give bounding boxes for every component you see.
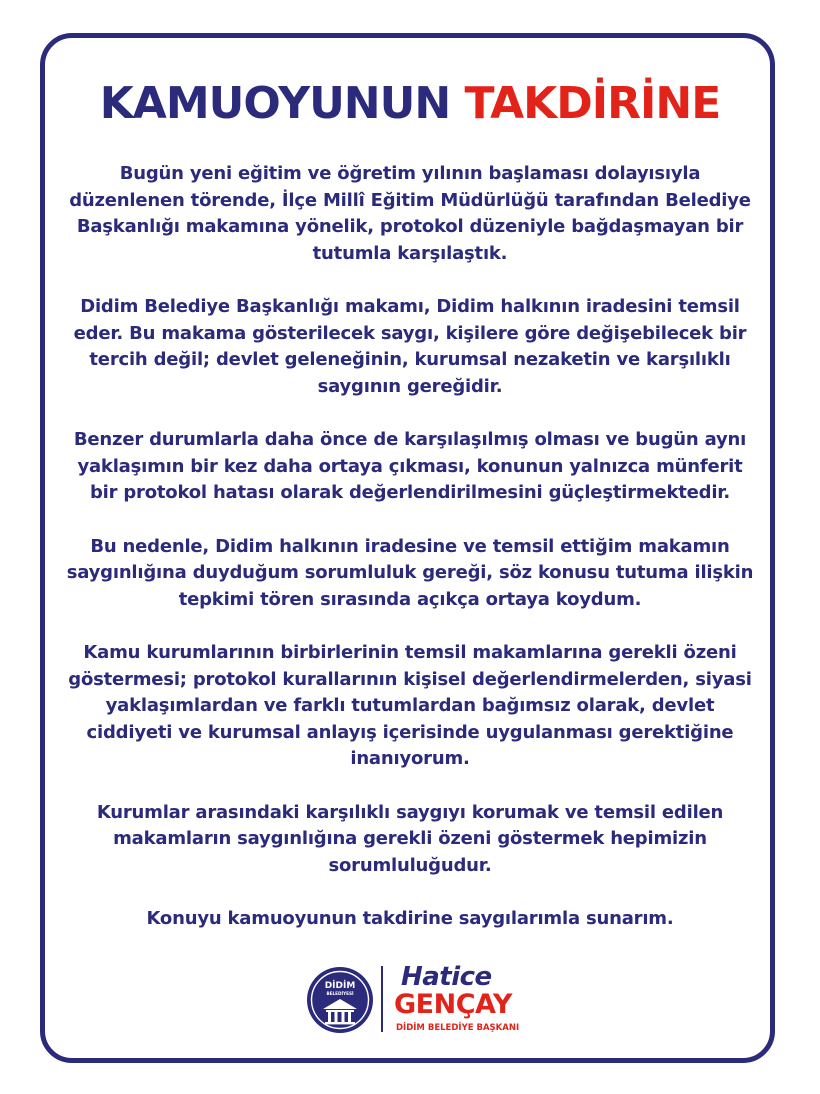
- page-title: [0, 78, 820, 130]
- seal-text-bottom: BELEDİYESİ: [326, 991, 354, 996]
- paragraph-2: Didim Belediye Başkanlığı makamı, Didim halkının iradesini temsil eder. Bu makama gösterilecek saygı, kişilere göre değişebilecek bir tercih değil; devlet geleneğinin, kurumsal nezaketin ve karşılıklı saygının gereğidir.: [73, 296, 747, 397]
- signature-block: [305, 962, 545, 1042]
- signer-last-name: GENÇAY: [394, 989, 512, 1020]
- seal-text-top: DİDİM: [324, 981, 356, 991]
- title-part-red: TAKDİRİNE: [464, 78, 721, 129]
- statement-body: [62, 161, 758, 960]
- paragraph-7: Konuyu kamuoyunun takdirine saygılarımla sunarım.: [146, 908, 674, 929]
- paragraph-3: Benzer durumlarla daha önce de karşılaşılmış olması ve bugün aynı yaklaşımın bir kez daha ortaya çıkması, konunun yalnızca münferit bir protokol hatası olarak değerlendirilmesini güçleştirmektedir.: [73, 429, 747, 503]
- paragraph-1: Bugün yeni eğitim ve öğretim yılının başlaması dolayısıyla düzenlenen törende, İlçe Millî Eğitim Müdürlüğü tarafından Belediye Başkanlığı makamına yönelik, protokol düzeniyle bağdaşmayan bir tutumla karşılaştık.: [69, 163, 751, 264]
- paragraph-4: Bu nedenle, Didim halkının iradesine ve temsil ettiğim makamın saygınlığına duyduğum sorumluluk gereği, söz konusu tutuma ilişkin tepkimi tören sırasında açıkça ortaya koydum.: [66, 535, 754, 610]
- title-part-navy: KAMUOYUNUN: [99, 78, 451, 129]
- paragraph-5: Kamu kurumlarının birbirlerinin temsil makamlarına gerekli özeni göstermesi; protokol kurallarının kişisel değerlendirmelerden, siyasi yaklaşımlardan ve farklı tutumlardan bağımsız olarak, devlet ciddiyeti ve kurumsal anlayış içerisinde uygulanması gerektiğine inanıyorum.: [68, 642, 752, 769]
- municipality-seal-icon: [305, 965, 375, 1035]
- signer-role: DİDİM BELEDİYE BAŞKANI: [396, 1023, 520, 1033]
- signer-first-name: Hatice: [401, 962, 492, 992]
- signature-divider: [381, 966, 383, 1032]
- paragraph-6: Kurumlar arasındaki karşılıklı saygıyı korumak ve temsil edilen makamların saygınlığına gerekli özeni göstermek hepimizin sorumluluğudur.: [96, 801, 724, 876]
